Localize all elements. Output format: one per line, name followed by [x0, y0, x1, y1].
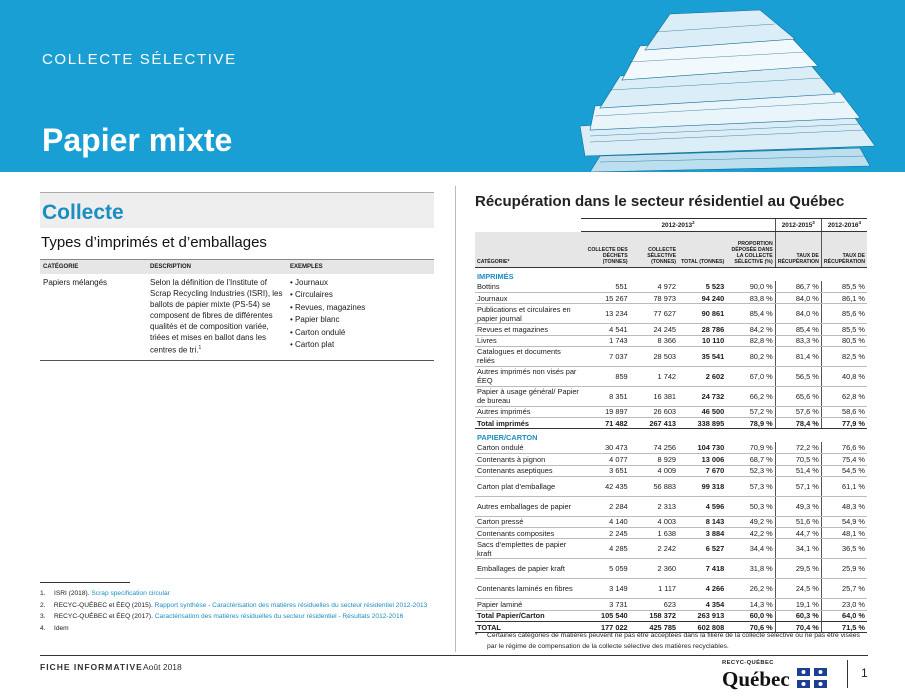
value-cell: 71,5 %	[821, 621, 867, 632]
value-cell: 26 603	[630, 406, 678, 417]
value-cell: 8 929	[630, 454, 678, 465]
description-text: Selon la définition de l’Institute of Scrap Recycling Industries (ISRI), les ballots de papier mixte (PS-54) se composent de fibres de différentes qualités et de composition variée, triées et mises en ballot dans les centres de tri.	[150, 278, 283, 355]
category-cell: Autres imprimés	[475, 406, 581, 417]
category-cell: Papiers mélangés	[40, 274, 147, 360]
collecte-section	[40, 192, 434, 361]
value-cell: 85,5 %	[821, 281, 867, 292]
total-row	[475, 610, 867, 621]
value-cell: 78,4 %	[775, 418, 821, 429]
value-cell: 29,5 %	[775, 559, 821, 579]
logo-big-text: Québec	[722, 667, 790, 691]
value-cell: 57,6 %	[775, 406, 821, 417]
group-2012-2016: 2012-2016$^4$	[821, 219, 867, 232]
category-cell: Total Papier/Carton	[475, 610, 581, 621]
quebec-logo	[722, 660, 832, 694]
value-cell: 80,5 %	[821, 335, 867, 346]
value-cell: 56,5 %	[775, 366, 821, 386]
value-cell: 34,4 %	[726, 539, 775, 559]
value-cell: 83,8 %	[726, 292, 775, 303]
value-cell: 60,0 %	[726, 610, 775, 621]
value-cell: 338 895	[678, 418, 726, 429]
table-row	[475, 496, 867, 516]
value-cell: 77,9 %	[821, 418, 867, 429]
category-cell: Emballages de papier kraft	[475, 559, 581, 579]
value-cell: 425 785	[630, 621, 678, 632]
value-cell: 90,0 %	[726, 281, 775, 292]
paper-stack-image	[560, 6, 890, 172]
value-cell: 1 743	[581, 335, 629, 346]
value-cell: 2 245	[581, 528, 629, 539]
col-header-dechets: COLLECTE DES DÉCHETS (TONNES)	[581, 232, 629, 268]
value-cell: 4 077	[581, 454, 629, 465]
value-cell: 3 149	[581, 579, 629, 599]
category-cell: Revues et magazines	[475, 324, 581, 335]
footnote-link[interactable]: Rapport synthèse - Caractérisation des matières résiduelles du secteur résidentiel 2012-2013	[154, 601, 428, 609]
category-cell: Carton pressé	[475, 516, 581, 527]
category-cell: Autres emballages de papier	[475, 496, 581, 516]
value-cell: 83,3 %	[775, 335, 821, 346]
section-header-row	[475, 268, 867, 282]
value-cell: 86,7 %	[775, 281, 821, 292]
list-item: • Carton plat	[290, 339, 431, 351]
category-cell: Contenants composites	[475, 528, 581, 539]
recovery-table-body	[475, 268, 867, 633]
value-cell: 15 267	[581, 292, 629, 303]
value-cell: 4 596	[678, 496, 726, 516]
page-number: 1	[861, 666, 868, 680]
value-cell: 177 022	[581, 621, 629, 632]
value-cell: 24,5 %	[775, 579, 821, 599]
value-cell: 3 731	[581, 599, 629, 610]
value-cell: 8 143	[678, 516, 726, 527]
value-cell: 71 482	[581, 418, 629, 429]
note-text: Certaines catégories de matières peuvent ne pas être acceptées dans la filière de la collecte sélective ou ne pas être visées par le régime de compensation de la collecte sélective des matières recyclables.	[487, 632, 860, 650]
value-cell: 30 473	[581, 442, 629, 453]
value-cell: 7 418	[678, 559, 726, 579]
value-cell: 42 435	[581, 476, 629, 496]
page-title: Papier mixte	[42, 122, 233, 158]
value-cell: 65,6 %	[775, 386, 821, 406]
value-cell: 8 351	[581, 386, 629, 406]
value-cell: 104 730	[678, 442, 726, 453]
value-cell: 84,0 %	[775, 304, 821, 324]
col-header-total: TOTAL (TONNES)	[678, 232, 726, 268]
category-cell: Contenants aseptiques	[475, 465, 581, 476]
value-cell: 51,6 %	[775, 516, 821, 527]
value-cell: 4 541	[581, 324, 629, 335]
list-item: • Papier blanc	[290, 314, 431, 326]
value-cell: 40,8 %	[821, 366, 867, 386]
value-cell: 10 110	[678, 335, 726, 346]
value-cell: 4 140	[581, 516, 629, 527]
section-header-row	[475, 429, 867, 443]
table-row	[475, 281, 867, 292]
table-row	[475, 476, 867, 496]
value-cell: 84,0 %	[775, 292, 821, 303]
value-cell: 623	[630, 599, 678, 610]
examples-cell	[287, 274, 434, 360]
value-cell: 44,7 %	[775, 528, 821, 539]
list-item: • Carton ondulé	[290, 327, 431, 339]
value-cell: 64,0 %	[821, 610, 867, 621]
section-kicker: COLLECTE SÉLECTIVE	[42, 51, 237, 68]
value-cell: 74 256	[630, 442, 678, 453]
value-cell: 70,4 %	[775, 621, 821, 632]
value-cell: 25,7 %	[821, 579, 867, 599]
value-cell: 28 503	[630, 346, 678, 366]
value-cell: 82,8 %	[726, 335, 775, 346]
value-cell: 86,1 %	[821, 292, 867, 303]
table-row	[475, 454, 867, 465]
col-header-category: CATÉGORIE*	[475, 232, 581, 268]
value-cell: 57,2 %	[726, 406, 775, 417]
category-cell: Carton ondulé	[475, 442, 581, 453]
value-cell: 7 037	[581, 346, 629, 366]
category-cell: Livres	[475, 335, 581, 346]
value-cell: 3 651	[581, 465, 629, 476]
header-banner	[0, 0, 905, 172]
value-cell: 26,2 %	[726, 579, 775, 599]
col-header-taux-2015: TAUX DE RÉCUPÉRATION	[775, 232, 821, 268]
value-cell: 4 266	[678, 579, 726, 599]
value-cell: 6 527	[678, 539, 726, 559]
value-cell: 76,6 %	[821, 442, 867, 453]
col-header-category: CATÉGORIE	[40, 260, 147, 275]
logo-small-text: RECYC-QUÉBEC	[722, 660, 774, 666]
category-cell: Autres imprimés non visés par ÉEQ	[475, 366, 581, 386]
value-cell: 54,5 %	[821, 465, 867, 476]
table-row	[475, 324, 867, 335]
value-cell: 78,9 %	[726, 418, 775, 429]
footer-label: FICHE INFORMATIVE	[40, 662, 143, 672]
footer-separator	[847, 660, 848, 688]
value-cell: 4 972	[630, 281, 678, 292]
value-cell: 2 360	[630, 559, 678, 579]
recovery-table	[475, 218, 867, 633]
footnote-1: 1. ISRI (2018). Scrap specification circular	[40, 590, 170, 597]
value-cell: 56 883	[630, 476, 678, 496]
value-cell: 49,2 %	[726, 516, 775, 527]
category-cell: Papier à usage général/ Papier de bureau	[475, 386, 581, 406]
category-cell: Publications et circulaires en papier journal	[475, 304, 581, 324]
col-header-selective: COLLECTE SÉLECTIVE (TONNES)	[630, 232, 678, 268]
value-cell: 1 638	[630, 528, 678, 539]
value-cell: 24 732	[678, 386, 726, 406]
footnote-4: 4. Idem	[40, 624, 69, 632]
value-cell: 50,3 %	[726, 496, 775, 516]
value-cell: 67,0 %	[726, 366, 775, 386]
value-cell: 42,2 %	[726, 528, 775, 539]
col-header-description: DESCRIPTION	[147, 260, 287, 275]
value-cell: 80,2 %	[726, 346, 775, 366]
fleur-de-lis-flag-icon	[797, 668, 827, 688]
value-cell: 70,9 %	[726, 442, 775, 453]
table-row	[475, 366, 867, 386]
footnote-2: 2. RECYC-QUÉBEC et ÉEQ (2015). Rapport synthèse - Caractérisation des matières résiduelles du secteur résidentiel 2012-2013	[40, 601, 428, 609]
value-cell: 3 884	[678, 528, 726, 539]
group-header-row	[475, 219, 867, 232]
collecte-heading: Collecte	[42, 201, 124, 224]
value-cell: 75,4 %	[821, 454, 867, 465]
value-cell: 70,6 %	[726, 621, 775, 632]
value-cell: 859	[581, 366, 629, 386]
value-cell: 99 318	[678, 476, 726, 496]
value-cell: 8 366	[630, 335, 678, 346]
collecte-heading-bar	[40, 192, 434, 228]
value-cell: 82,5 %	[821, 346, 867, 366]
value-cell: 2 242	[630, 539, 678, 559]
recovery-section	[475, 193, 867, 633]
value-cell: 4 285	[581, 539, 629, 559]
table-row	[475, 539, 867, 559]
category-cell: Catalogues et documents reliés	[475, 346, 581, 366]
section-label: PAPIER/CARTON	[477, 433, 538, 443]
value-cell: 2 313	[630, 496, 678, 516]
value-cell: 13 006	[678, 454, 726, 465]
list-item: • Journaux	[290, 277, 431, 289]
description-footnote-ref: 1	[198, 345, 202, 351]
table-row	[475, 346, 867, 366]
value-cell: 1 742	[630, 366, 678, 386]
value-cell: 2 284	[581, 496, 629, 516]
value-cell: 48,3 %	[821, 496, 867, 516]
category-cell: TOTAL	[475, 621, 581, 632]
types-table	[40, 259, 434, 361]
category-cell: Bottins	[475, 281, 581, 292]
value-cell: 267 413	[630, 418, 678, 429]
value-cell: 5 059	[581, 559, 629, 579]
table-row	[475, 516, 867, 527]
value-cell: 54,9 %	[821, 516, 867, 527]
table-note	[475, 630, 870, 652]
table-row	[475, 599, 867, 610]
value-cell: 57,3 %	[726, 476, 775, 496]
value-cell: 52,3 %	[726, 465, 775, 476]
value-cell: 94 240	[678, 292, 726, 303]
value-cell: 61,1 %	[821, 476, 867, 496]
value-cell: 62,8 %	[821, 386, 867, 406]
value-cell: 48,1 %	[821, 528, 867, 539]
table-row	[475, 528, 867, 539]
value-cell: 551	[581, 281, 629, 292]
section-label: IMPRIMÉS	[477, 272, 514, 282]
value-cell: 35 541	[678, 346, 726, 366]
table-row	[475, 304, 867, 324]
value-cell: 4 003	[630, 516, 678, 527]
value-cell: 4 354	[678, 599, 726, 610]
value-cell: 1 117	[630, 579, 678, 599]
value-cell: 25,9 %	[821, 559, 867, 579]
footnote-link[interactable]: Caractérisation des matières résiduelles du secteur résidentiel - Résultats 2012-2016	[154, 613, 404, 620]
value-cell: 28 786	[678, 324, 726, 335]
list-item: • Revues, magazines	[290, 302, 431, 314]
column-divider	[455, 186, 456, 652]
value-cell: 58,6 %	[821, 406, 867, 417]
category-cell: Papier laminé	[475, 599, 581, 610]
footnote-3: 3. RECYC-QUÉBEC et ÉEQ (2017). Caractérisation des matières résiduelles du secteur résidentiel - Résultats 2012-2016	[40, 613, 404, 620]
table-row	[475, 406, 867, 417]
total-row	[475, 418, 867, 429]
value-cell: 4 009	[630, 465, 678, 476]
value-cell: 14,3 %	[726, 599, 775, 610]
category-cell: Contenants laminés en fibres	[475, 579, 581, 599]
list-item: • Circulaires	[290, 289, 431, 301]
value-cell: 602 808	[678, 621, 726, 632]
value-cell: 23,0 %	[821, 599, 867, 610]
value-cell: 13 234	[581, 304, 629, 324]
table-row	[475, 559, 867, 579]
description-cell	[147, 274, 287, 360]
value-cell: 46 500	[678, 406, 726, 417]
col-header-taux-2016: TAUX DE RÉCUPÉRATION	[821, 232, 867, 268]
value-cell: 19 897	[581, 406, 629, 417]
recovery-title: Récupération dans le secteur résidentiel au Québec	[475, 193, 845, 210]
value-cell: 68,7 %	[726, 454, 775, 465]
table-row	[475, 292, 867, 303]
value-cell: 70,5 %	[775, 454, 821, 465]
value-cell: 85,4 %	[726, 304, 775, 324]
table-row	[475, 579, 867, 599]
group-2012-2015: 2012-2015$^3$	[775, 219, 821, 232]
value-cell: 84,2 %	[726, 324, 775, 335]
value-cell: 51,4 %	[775, 465, 821, 476]
value-cell: 16 381	[630, 386, 678, 406]
value-cell: 31,8 %	[726, 559, 775, 579]
value-cell: 57,1 %	[775, 476, 821, 496]
table-row	[40, 274, 434, 360]
value-cell: 158 372	[630, 610, 678, 621]
table-row	[475, 465, 867, 476]
group-2012-2013: 2012-2013$^2$	[581, 219, 775, 232]
value-cell: 78 973	[630, 292, 678, 303]
col-header-examples: EXEMPLES	[287, 260, 434, 275]
value-cell: 34,1 %	[775, 539, 821, 559]
col-header-proportion: PROPORTION DÉPOSÉE DANS LA COLLECTE SÉLECTIVE (%)	[726, 232, 775, 268]
value-cell: 81,4 %	[775, 346, 821, 366]
value-cell: 7 670	[678, 465, 726, 476]
column-header-row	[475, 232, 867, 268]
value-cell: 90 861	[678, 304, 726, 324]
category-cell: Total imprimés	[475, 418, 581, 429]
value-cell: 24 245	[630, 324, 678, 335]
footnote-rule	[40, 582, 130, 583]
category-cell: Contenants à pignon	[475, 454, 581, 465]
value-cell: 263 913	[678, 610, 726, 621]
category-cell: Sacs d’emplettes de papier kraft	[475, 539, 581, 559]
table-row	[475, 442, 867, 453]
footer-date: Août 2018	[143, 662, 182, 672]
value-cell: 2 602	[678, 366, 726, 386]
value-cell: 85,5 %	[821, 324, 867, 335]
category-cell: Journaux	[475, 292, 581, 303]
value-cell: 60,3 %	[775, 610, 821, 621]
note-mark: *	[475, 632, 478, 639]
value-cell: 85,6 %	[821, 304, 867, 324]
types-subtitle: Types d’imprimés et d’emballages	[41, 234, 267, 251]
value-cell: 49,3 %	[775, 496, 821, 516]
table-row	[475, 386, 867, 406]
value-cell: 19,1 %	[775, 599, 821, 610]
value-cell: 72,2 %	[775, 442, 821, 453]
footnote-link[interactable]: Scrap specification circular	[91, 590, 170, 597]
category-cell: Carton plat d’emballage	[475, 476, 581, 496]
footnotes	[40, 582, 440, 634]
table-row	[475, 335, 867, 346]
value-cell: 85,4 %	[775, 324, 821, 335]
value-cell: 36,5 %	[821, 539, 867, 559]
value-cell: 66,2 %	[726, 386, 775, 406]
value-cell: 5 523	[678, 281, 726, 292]
value-cell: 105 540	[581, 610, 629, 621]
value-cell: 77 627	[630, 304, 678, 324]
